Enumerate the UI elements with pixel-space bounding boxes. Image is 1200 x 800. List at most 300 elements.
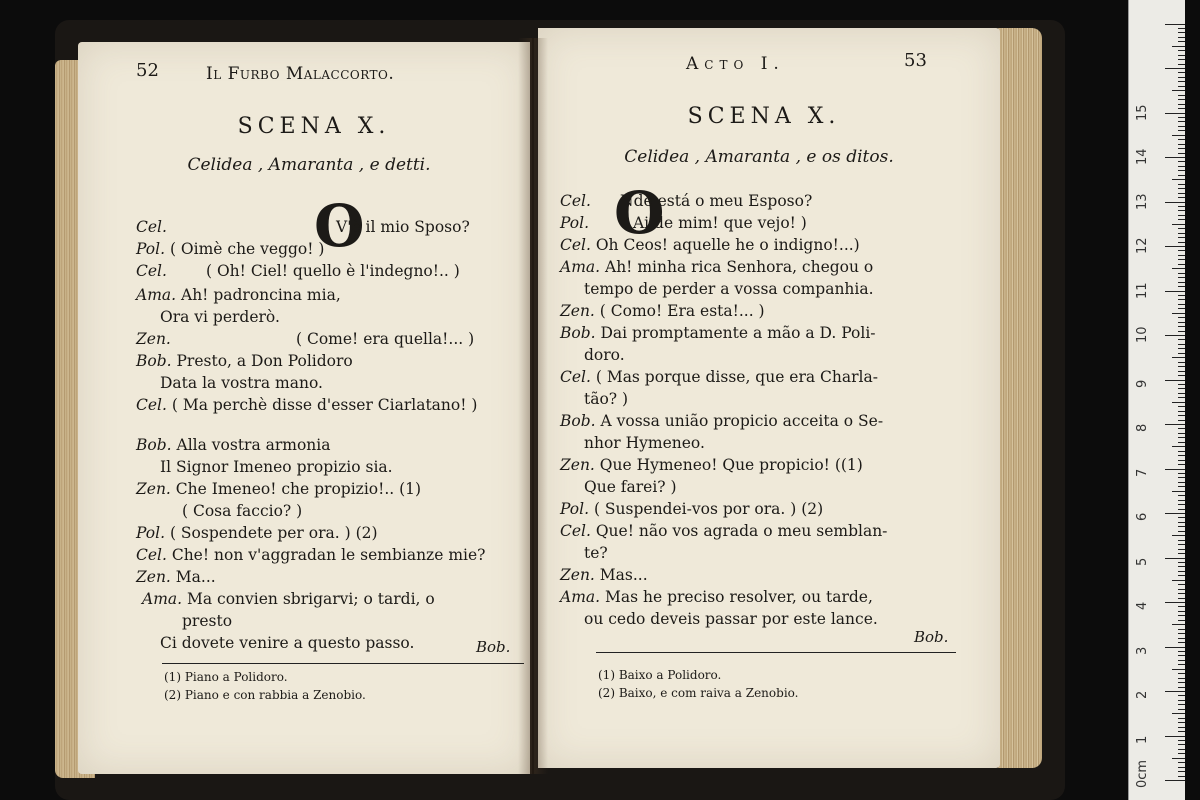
dialogue-text: Mas... — [599, 566, 648, 584]
right-dropcap: O — [614, 179, 665, 247]
ruler-tick — [1178, 575, 1185, 576]
ruler-tick — [1165, 647, 1185, 648]
ruler-tick — [1178, 633, 1185, 634]
right-scene-title: SCENA X. — [687, 104, 841, 129]
dialogue-text: Che! non v'aggradan le sembianze mie? — [171, 546, 486, 564]
ruler-tick — [1178, 299, 1185, 300]
ruler-tick — [1178, 651, 1185, 652]
ruler-number: 8 — [1135, 423, 1150, 432]
ruler-tick — [1178, 744, 1185, 745]
dialogue-line — [136, 218, 470, 236]
ruler-tick — [1178, 531, 1185, 532]
speaker-name: Zen. — [560, 302, 600, 320]
dialogue-text: Che Imeneo! che propizio!.. (1) — [175, 480, 422, 498]
ruler-tick — [1165, 24, 1185, 25]
dialogue-line — [584, 346, 625, 364]
ruler-tick — [1178, 486, 1185, 487]
dialogue-line — [584, 390, 628, 408]
speaker-name: Ama. — [136, 286, 181, 304]
ruler-number: 13 — [1135, 192, 1150, 210]
ruler-tick — [1178, 451, 1185, 452]
dialogue-line — [136, 352, 353, 370]
ruler-tick — [1178, 598, 1185, 599]
ruler-tick — [1178, 504, 1185, 505]
speaker-name: Zen. — [136, 568, 176, 586]
right-page — [538, 28, 1000, 768]
ruler-tick — [1178, 495, 1185, 496]
ruler-tick — [1178, 687, 1185, 688]
ruler-tick — [1178, 615, 1185, 616]
ruler-tick — [1178, 317, 1185, 318]
ruler-tick — [1172, 357, 1185, 358]
ruler-tick — [1178, 210, 1185, 211]
dialogue-line — [584, 610, 878, 628]
ruler-tick — [1172, 224, 1185, 225]
ruler-tick — [1178, 428, 1185, 429]
ruler-tick — [1178, 81, 1185, 82]
ruler-tick — [1178, 193, 1185, 194]
ruler-number: 0cm — [1135, 759, 1150, 788]
ruler-tick — [1178, 121, 1185, 122]
right-footnote-2: (2) Baixo, e com raiva a Zenobio. — [598, 686, 799, 700]
dialogue-text: Mas he preciso resolver, ou tarde, — [605, 588, 873, 606]
ruler-tick — [1178, 420, 1185, 421]
ruler-tick — [1172, 402, 1185, 403]
dialogue-text: Alla vostra armonia — [176, 436, 331, 454]
ruler-number: 11 — [1135, 281, 1150, 299]
speaker-name: Bob. — [136, 352, 177, 370]
ruler-tick — [1165, 246, 1185, 247]
ruler-tick — [1178, 553, 1185, 554]
dialogue-line — [584, 434, 705, 452]
dialogue-line — [182, 502, 302, 520]
ruler-number: 10 — [1135, 326, 1150, 343]
ruler-tick — [1178, 762, 1185, 763]
ruler-tick — [1178, 375, 1185, 376]
ruler-tick — [1178, 638, 1185, 639]
ruler-tick — [1178, 606, 1185, 607]
ruler-tick — [1172, 268, 1185, 269]
dialogue-line — [560, 258, 873, 276]
dialogue-line — [560, 500, 823, 518]
ruler-tick — [1178, 718, 1185, 719]
dialogue-text: Que Hymeneo! Que propicio! ((1) — [599, 456, 863, 474]
ruler-tick — [1178, 188, 1185, 189]
dialogue-text: Que farei? ) — [584, 478, 677, 496]
ruler-tick — [1172, 179, 1185, 180]
ruler-tick — [1178, 184, 1185, 185]
ruler-tick — [1178, 161, 1185, 162]
ruler-tick — [1178, 255, 1185, 256]
speaker-name: Ama. — [560, 258, 605, 276]
speaker-name: Cel. — [136, 218, 167, 236]
speaker-name: Ama. — [560, 588, 605, 606]
speaker-name: Zen. — [560, 566, 600, 584]
dialogue-line — [182, 612, 232, 630]
ruler-tick — [1165, 513, 1185, 514]
speaker-name: Cel. — [136, 546, 172, 564]
ruler-tick — [1178, 566, 1185, 567]
ruler-number: 15 — [1135, 103, 1150, 121]
ruler-tick — [1172, 46, 1185, 47]
ruler-tick — [1178, 660, 1185, 661]
ruler-tick — [1178, 175, 1185, 176]
left-footnote-1: (1) Piano a Polidoro. — [164, 670, 288, 684]
ruler-tick — [1178, 682, 1185, 683]
ruler-tick — [1178, 415, 1185, 416]
ruler-tick — [1178, 259, 1185, 260]
speaker-name: Cel. — [136, 396, 172, 414]
ruler-tick — [1178, 64, 1185, 65]
dialogue-line — [560, 522, 887, 540]
speaker-name: Pol. — [560, 214, 590, 232]
ruler-tick — [1178, 250, 1185, 251]
dialogue-text: te? — [584, 544, 608, 562]
ruler-number: 5 — [1135, 557, 1150, 566]
ruler-tick — [1178, 722, 1185, 723]
ruler-number: 14 — [1135, 148, 1150, 165]
dialogue-text: ( Cosa faccio? ) — [182, 502, 303, 520]
ruler-tick — [1178, 95, 1185, 96]
ruler-tick — [1165, 469, 1185, 470]
dialogue-text: Presto, a Don Polidoro — [176, 352, 353, 370]
dialogue-text: Data la vostra mano. — [160, 374, 323, 392]
measuring-ruler — [1128, 0, 1185, 800]
left-catchword: Bob. — [476, 638, 511, 656]
ruler-tick — [1178, 629, 1185, 630]
ruler-number: 9 — [1135, 379, 1150, 388]
left-cast-list: Celidea , Amaranta , e detti. — [187, 155, 431, 175]
ruler-tick — [1178, 749, 1185, 750]
ruler-number: 7 — [1135, 468, 1150, 477]
dialogue-line — [142, 590, 435, 608]
ruler-tick — [1178, 139, 1185, 140]
ruler-tick — [1178, 473, 1185, 474]
ruler-tick — [1178, 740, 1185, 741]
ruler-tick — [1178, 304, 1185, 305]
ruler-tick — [1165, 291, 1185, 292]
dialogue-line — [584, 544, 608, 562]
dialogue-text: ( Oh! Ciel! quello è l'indegno!.. ) — [206, 262, 460, 280]
speaker-name: Ama. — [142, 590, 187, 608]
speaker-name: Pol. — [136, 524, 170, 542]
dialogue-text: ( Sospendete per ora. ) (2) — [169, 524, 378, 542]
dialogue-line — [584, 478, 677, 496]
dialogue-line — [136, 436, 331, 454]
ruler-tick — [1178, 148, 1185, 149]
ruler-tick — [1178, 517, 1185, 518]
ruler-tick — [1172, 446, 1185, 447]
dialogue-text: Il Signor Imeneo propizio sia. — [160, 458, 393, 476]
dialogue-text: Ma... — [175, 568, 216, 586]
dialogue-text: presto — [182, 612, 233, 630]
ruler-tick — [1172, 580, 1185, 581]
ruler-tick — [1178, 72, 1185, 73]
ruler-tick — [1165, 691, 1185, 692]
ruler-tick — [1178, 695, 1185, 696]
dialogue-line — [560, 302, 765, 320]
ruler-tick — [1178, 77, 1185, 78]
ruler-tick — [1178, 242, 1185, 243]
ruler-tick — [1178, 344, 1185, 345]
ruler-tick — [1178, 433, 1185, 434]
ruler-tick — [1178, 611, 1185, 612]
ruler-tick — [1178, 32, 1185, 33]
ruler-tick — [1172, 313, 1185, 314]
ruler-tick — [1178, 153, 1185, 154]
ruler-tick — [1178, 549, 1185, 550]
dialogue-line — [136, 286, 341, 304]
ruler-tick — [1178, 776, 1185, 777]
ruler-tick — [1178, 727, 1185, 728]
ruler-tick — [1172, 535, 1185, 536]
left-footnote-2: (2) Piano e con rabbia a Zenobio. — [164, 688, 366, 702]
ruler-tick — [1178, 571, 1185, 572]
dialogue-line — [160, 308, 280, 326]
dialogue-text: ( Ai de mim! que vejo! ) — [622, 214, 807, 232]
ruler-tick — [1178, 393, 1185, 394]
ruler-tick — [1178, 170, 1185, 171]
dialogue-line — [560, 214, 807, 232]
ruler-tick — [1172, 713, 1185, 714]
ruler-tick — [1178, 295, 1185, 296]
dialogue-text: ( Come! era quella!... ) — [296, 330, 475, 348]
ruler-tick — [1178, 411, 1185, 412]
ruler-tick — [1178, 277, 1185, 278]
dialogue-line — [560, 192, 812, 210]
dialogue-text: Ora vi perderò. — [160, 308, 280, 326]
ruler-tick — [1165, 157, 1185, 158]
ruler-tick — [1178, 562, 1185, 563]
ruler-tick — [1172, 135, 1185, 136]
ruler-tick — [1165, 424, 1185, 425]
dialogue-text: Nde está o meu Esposo? — [620, 192, 813, 210]
ruler-tick — [1178, 55, 1185, 56]
ruler-tick — [1178, 117, 1185, 118]
ruler-number: 12 — [1135, 237, 1150, 254]
ruler-tick — [1178, 215, 1185, 216]
ruler-tick — [1178, 406, 1185, 407]
ruler-tick — [1178, 544, 1185, 545]
ruler-tick — [1178, 593, 1185, 594]
dialogue-text: A vossa união propicio acceita o Se- — [600, 412, 884, 430]
ruler-number: 1 — [1135, 735, 1150, 744]
ruler-tick — [1172, 491, 1185, 492]
left-footnote-rule — [162, 663, 524, 664]
ruler-tick — [1178, 326, 1185, 327]
ruler-tick — [1178, 540, 1185, 541]
dialogue-line — [136, 480, 421, 498]
ruler-tick — [1178, 348, 1185, 349]
ruler-tick — [1178, 339, 1185, 340]
ruler-tick — [1178, 655, 1185, 656]
ruler-tick — [1178, 104, 1185, 105]
left-scene-title: SCENA X. — [237, 114, 391, 139]
ruler-tick — [1178, 477, 1185, 478]
speaker-name: Zen. — [136, 480, 176, 498]
ruler-tick — [1178, 50, 1185, 51]
ruler-tick — [1178, 282, 1185, 283]
ruler-tick — [1165, 202, 1185, 203]
ruler-tick — [1178, 197, 1185, 198]
dialogue-line — [560, 236, 860, 254]
dialogue-text: Dai promptamente a mão a D. Poli- — [600, 324, 876, 342]
dialogue-text: tão? ) — [584, 390, 629, 408]
ruler-tick — [1165, 558, 1185, 559]
ruler-tick — [1178, 28, 1185, 29]
ruler-number: 4 — [1135, 601, 1150, 610]
ruler-tick — [1178, 620, 1185, 621]
ruler-tick — [1178, 366, 1185, 367]
dialogue-line — [560, 456, 863, 474]
speaker-name: Cel. — [560, 522, 596, 540]
ruler-number: 3 — [1135, 646, 1150, 655]
ruler-tick — [1178, 464, 1185, 465]
ruler-tick — [1178, 206, 1185, 207]
ruler-tick — [1178, 228, 1185, 229]
ruler-tick — [1178, 460, 1185, 461]
ruler-tick — [1178, 584, 1185, 585]
ruler-tick — [1178, 59, 1185, 60]
ruler-tick — [1178, 437, 1185, 438]
ruler-tick — [1178, 331, 1185, 332]
ruler-tick — [1165, 113, 1185, 114]
dialogue-line — [584, 280, 874, 298]
ruler-tick — [1165, 602, 1185, 603]
dialogue-line — [136, 240, 324, 258]
ruler-tick — [1165, 380, 1185, 381]
ruler-tick — [1178, 384, 1185, 385]
ruler-tick — [1178, 731, 1185, 732]
dialogue-line — [560, 412, 883, 430]
ruler-tick — [1178, 322, 1185, 323]
right-page-edges — [998, 28, 1042, 768]
ruler-tick — [1178, 589, 1185, 590]
right-folio: 53 — [904, 50, 927, 71]
ruler-tick — [1178, 397, 1185, 398]
ruler-tick — [1178, 642, 1185, 643]
ruler-tick — [1178, 273, 1185, 274]
book-gutter — [518, 38, 548, 774]
speaker-name: Pol. — [136, 240, 170, 258]
ruler-tick — [1178, 704, 1185, 705]
speaker-name: Pol. — [560, 500, 594, 518]
speaker-name: Cel. — [136, 262, 167, 280]
speaker-name: Zen. — [560, 456, 600, 474]
ruler-tick — [1178, 664, 1185, 665]
ruler-tick — [1178, 767, 1185, 768]
dialogue-text: ( Ma perchè disse d'esser Ciarlatano! ) — [171, 396, 478, 414]
left-page — [78, 42, 530, 774]
ruler-tick — [1178, 678, 1185, 679]
ruler-tick — [1178, 522, 1185, 523]
dialogue-text: doro. — [584, 346, 625, 364]
ruler-tick — [1178, 526, 1185, 527]
ruler-tick — [1178, 673, 1185, 674]
speaker-name: Cel. — [560, 236, 596, 254]
speaker-name: Bob. — [136, 436, 177, 454]
ruler-tick — [1178, 86, 1185, 87]
dialogue-line — [160, 374, 323, 392]
ruler-tick — [1178, 286, 1185, 287]
ruler-tick — [1178, 442, 1185, 443]
dialogue-line — [136, 524, 378, 542]
dialogue-text: nhor Hymeneo. — [584, 434, 705, 452]
left-running-head: Il Furbo Malaccorto. — [206, 64, 395, 84]
dialogue-text: Que! não vos agrada o meu semblan- — [595, 522, 888, 540]
ruler-tick — [1178, 126, 1185, 127]
ruler-number: 6 — [1135, 512, 1150, 521]
dialogue-line — [136, 568, 216, 586]
ruler-tick — [1178, 482, 1185, 483]
right-running-head: Acto I. — [686, 54, 785, 74]
left-folio: 52 — [136, 60, 159, 81]
dialogue-text: ( Oimè che veggo! ) — [169, 240, 325, 258]
ruler-tick — [1178, 237, 1185, 238]
ruler-tick — [1178, 500, 1185, 501]
ruler-tick — [1178, 388, 1185, 389]
ruler-tick — [1165, 736, 1185, 737]
ruler-tick — [1178, 771, 1185, 772]
dialogue-line — [560, 324, 876, 342]
ruler-tick — [1178, 166, 1185, 167]
dialogue-text: Ah! padroncina mia, — [181, 286, 341, 304]
speaker-name: Cel. — [560, 368, 596, 386]
dialogue-line — [160, 458, 393, 476]
ruler-tick — [1172, 90, 1185, 91]
dialogue-text: Ah! minha rica Senhora, chegou o — [605, 258, 874, 276]
ruler-tick — [1178, 264, 1185, 265]
ruler-tick — [1165, 335, 1185, 336]
ruler-tick — [1165, 780, 1185, 781]
dialogue-line — [560, 566, 648, 584]
dialogue-text: Oh Ceos! aquelle he o indigno!...) — [595, 236, 860, 254]
speaker-name: Cel. — [560, 192, 591, 210]
ruler-tick — [1178, 709, 1185, 710]
ruler-tick — [1178, 509, 1185, 510]
ruler-tick — [1178, 455, 1185, 456]
dialogue-line — [160, 634, 414, 652]
dialogue-text: ou cedo deveis passar por este lance. — [584, 610, 878, 628]
ruler-tick — [1178, 37, 1185, 38]
right-footnote-rule — [596, 652, 956, 653]
ruler-tick — [1178, 130, 1185, 131]
ruler-tick — [1172, 624, 1185, 625]
left-dropcap: O — [314, 192, 365, 260]
dialogue-text: V'è il mio Sposo? — [336, 218, 470, 236]
ruler-tick — [1178, 371, 1185, 372]
ruler-number: 2 — [1135, 690, 1150, 699]
speaker-name: Zen. — [136, 330, 171, 348]
dialogue-text: tempo de perder a vossa companhia. — [584, 280, 874, 298]
ruler-tick — [1178, 144, 1185, 145]
ruler-tick — [1178, 99, 1185, 100]
dialogue-line — [136, 330, 474, 348]
dialogue-line — [136, 546, 485, 564]
ruler-tick — [1165, 68, 1185, 69]
speaker-name: Bob. — [560, 412, 601, 430]
ruler-tick — [1172, 669, 1185, 670]
speaker-name: Bob. — [560, 324, 601, 342]
dialogue-line — [136, 396, 477, 414]
dialogue-text: ( Suspendei-vos por ora. ) (2) — [593, 500, 824, 518]
dialogue-text: Ci dovete venire a questo passo. — [160, 634, 415, 652]
dialogue-text: ( Como! Era esta!... ) — [599, 302, 765, 320]
ruler-tick — [1178, 353, 1185, 354]
ruler-tick — [1172, 758, 1185, 759]
dialogue-line — [560, 588, 873, 606]
dialogue-text: Ma convien sbrigarvi; o tardi, o — [187, 590, 435, 608]
